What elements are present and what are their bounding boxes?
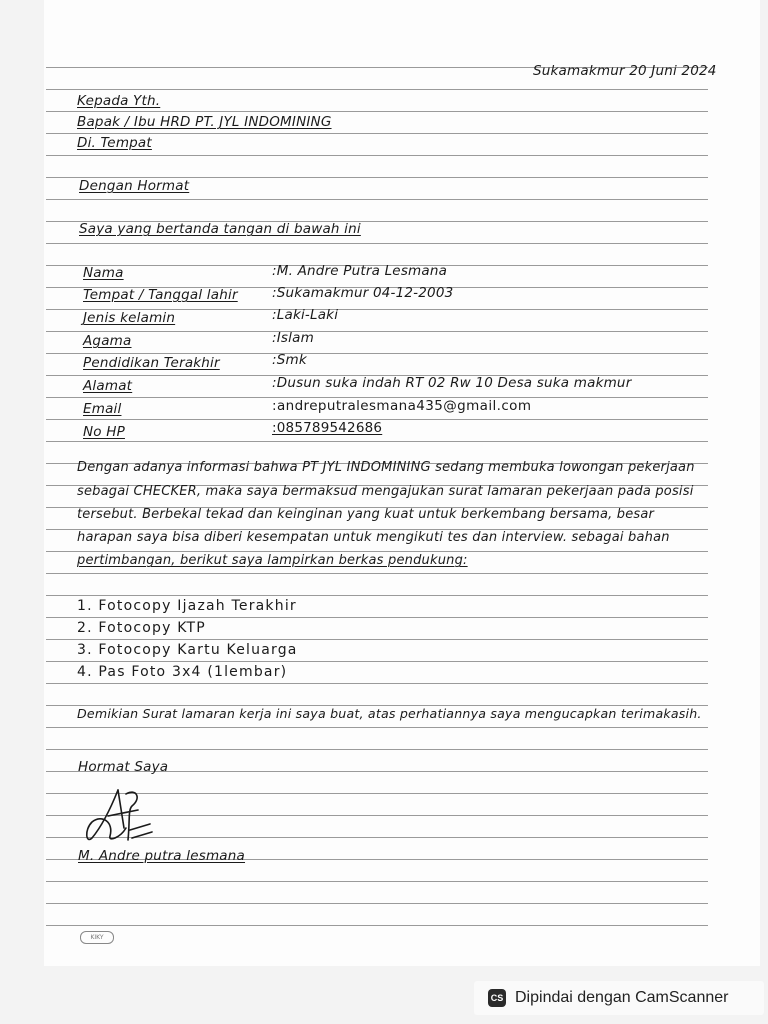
field-value-no-hp: :085789542686 xyxy=(272,420,383,436)
recipient-line-1: Kepada Yth. xyxy=(77,93,161,109)
ruled-line xyxy=(46,595,708,596)
body-line-2: sebagai CHECKER, maka saya bermaksud mengajukan surat lamaran pekerjaan pada posisi xyxy=(77,484,694,499)
ruled-line xyxy=(46,89,708,90)
ruled-line xyxy=(46,155,708,156)
field-value-ttl: :Sukamakmur 04-12-2003 xyxy=(272,285,454,301)
attachment-item: 2. Fotocopy KTP xyxy=(77,620,206,636)
ruled-line xyxy=(46,243,708,244)
camscanner-watermark xyxy=(474,981,764,1015)
body-line-4: harapan saya bisa diberi kesempatan untuk mengikuti tes dan interview. sebagai bahan xyxy=(77,530,670,545)
body-line-5: pertimbangan, berikut saya lampirkan berkas pendukung: xyxy=(77,553,468,568)
field-label-no-hp: No HP xyxy=(83,424,125,440)
ruled-line xyxy=(46,727,708,728)
field-value-alamat: :Dusun suka indah RT 02 Rw 10 Desa suka makmur xyxy=(272,375,632,391)
ruled-line xyxy=(46,353,708,354)
field-label-ttl: Tempat / Tanggal lahir xyxy=(83,287,238,303)
attachment-item: 4. Pas Foto 3x4 (1lembar) xyxy=(77,664,288,680)
field-value-jenis-kelamin: :Laki-Laki xyxy=(272,307,339,323)
field-value-nama: :M. Andre Putra Lesmana xyxy=(272,263,448,279)
ruled-line xyxy=(46,573,708,574)
ruled-line xyxy=(46,683,708,684)
ruled-line xyxy=(46,441,708,442)
body-line-3: tersebut. Berbekal tekad dan keinginan yang kuat untuk berkembang bersama, besar xyxy=(77,507,655,522)
ruled-line xyxy=(46,639,708,640)
field-value-email: :andreputralesmana435@gmail.com xyxy=(272,398,532,414)
paper-brand-logo: KIKY xyxy=(80,931,114,944)
salutation: Dengan Hormat xyxy=(79,178,190,194)
ruled-line xyxy=(46,551,708,552)
field-value-pendidikan: :Smk xyxy=(272,352,307,368)
ruled-line xyxy=(46,925,708,926)
recipient-line-2: Bapak / Ibu HRD PT. JYL INDOMINING xyxy=(77,114,332,130)
field-value-agama: :Islam xyxy=(272,330,314,346)
ruled-line xyxy=(46,903,708,904)
field-label-jenis-kelamin: Jenis kelamin xyxy=(83,310,176,326)
ruled-line xyxy=(46,331,708,332)
field-label-pendidikan: Pendidikan Terakhir xyxy=(83,355,220,371)
attachment-item: 3. Fotocopy Kartu Keluarga xyxy=(77,642,298,658)
field-label-agama: Agama xyxy=(83,333,132,349)
signer-name: M. Andre putra lesmana xyxy=(78,848,246,864)
field-label-alamat: Alamat xyxy=(83,378,133,394)
ruled-line xyxy=(46,199,708,200)
ruled-line xyxy=(46,749,708,750)
ruled-line xyxy=(46,133,708,134)
handwritten-signature xyxy=(80,780,170,850)
field-label-email: Email xyxy=(83,401,122,417)
camscanner-logo-icon: CS xyxy=(488,989,506,1007)
ruled-line xyxy=(46,111,708,112)
intro-line: Saya yang bertanda tangan di bawah ini xyxy=(79,221,361,237)
ruled-line xyxy=(46,617,708,618)
camscanner-text: Dipindai dengan CamScanner xyxy=(515,989,729,1006)
ruled-line xyxy=(46,881,708,882)
body-line-1: Dengan adanya informasi bahwa PT JYL INDOMINING sedang membuka lowongan pekerjaan xyxy=(77,460,695,475)
attachment-item: 1. Fotocopy Ijazah Terakhir xyxy=(77,598,297,614)
sign-off: Hormat Saya xyxy=(78,759,169,775)
ruled-line xyxy=(46,661,708,662)
place-date: Sukamakmur 20 Juni 2024 xyxy=(533,63,717,79)
closing-sentence: Demikian Surat lamaran kerja ini saya buat, atas perhatiannya saya mengucapkan terimakasih. xyxy=(77,706,702,721)
field-label-nama: Nama xyxy=(83,265,124,281)
recipient-line-3: Di. Tempat xyxy=(77,135,152,151)
